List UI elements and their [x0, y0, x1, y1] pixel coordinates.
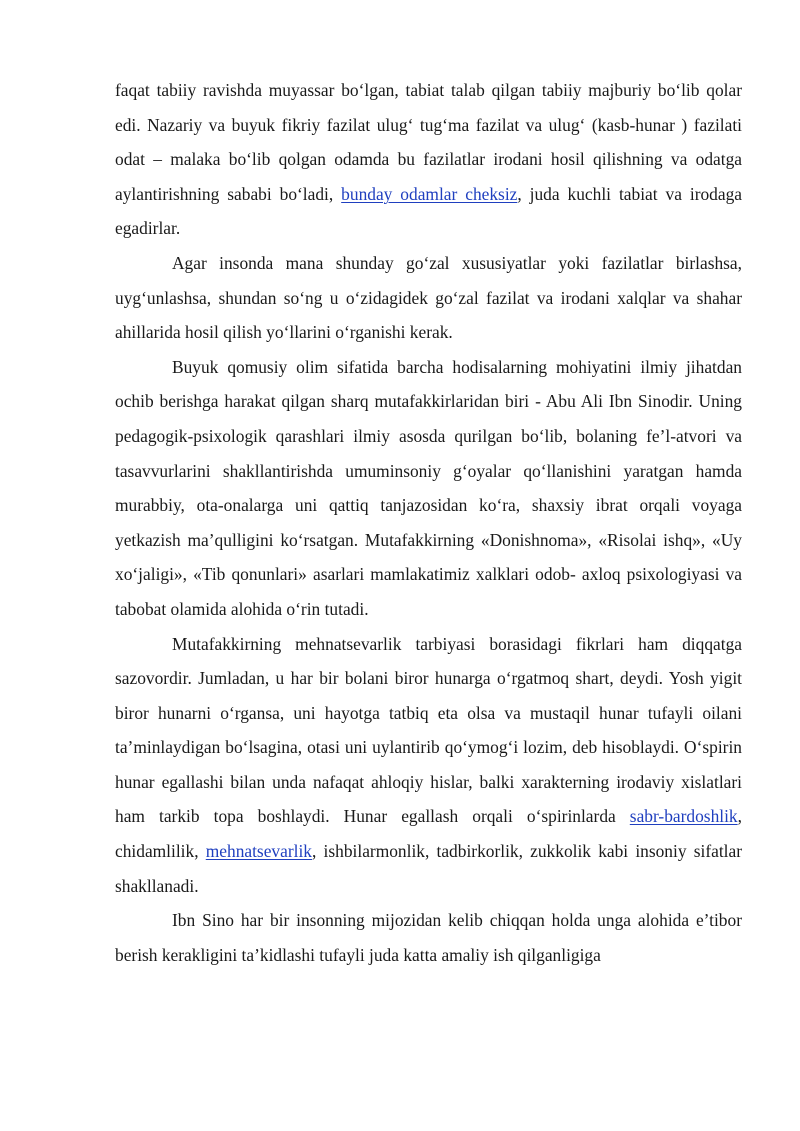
- paragraph-1: [115, 73, 742, 246]
- paragraph-text: , juda kuchli tabiat va irodaga egadirlar.: [115, 183, 743, 239]
- paragraph-text: Mutafakkirning mehnatsevarlik tarbiyasi borasidagi fikrlari ham diqqatga sazovordir. Jumladan, u har bir bolani biror hunarga o‘rgatmoq shart, deydi. Yosh yigit biror hunarni o‘rgansa, uni hayotga tatbiq eta olsa va mustaqil hunar tufayli oilani ta’minlaydigan bo‘lsagina, otasi uni uylantirib qo‘ymog‘i lozim, deb hisoblaydi. O‘spirin hunar egallashi bilan unda nafaqat ahloqiy hislar, balki xarakterning irodaviy xislatlari ham tarkib topa boshlaydi. Hunar egallash orqali o‘spirinlarda: [115, 633, 742, 827]
- document-page: [115, 73, 742, 972]
- link-mehnatsevarlik[interactable]: mehnatsevarlik: [205, 841, 312, 862]
- paragraph-2: [115, 246, 742, 350]
- link-bunday-odamlar-cheksiz[interactable]: bunday odamlar cheksiz: [341, 183, 518, 204]
- paragraph-3: [115, 350, 742, 627]
- paragraph-5: [115, 903, 742, 972]
- paragraph-text: Buyuk qomusiy olim sifatida barcha hodisalarning mohiyatini ilmiy jihatdan ochib berishga harakat qilgan sharq mutafakkirlaridan biri - Abu Ali Ibn Sinodir. Uning pedagogik-psixologik qarashlari ilmiy asosda qurilgan bo‘lib, bolaning fe’l-atvori va tasavvurlarini shakllantirishda umuminsoniy g‘oyalar qo‘llanishini yaratgan hamda murabbiy, ota-onalarga uni qattiq tanjazosidan ko‘ra, shaxsiy ibrat orqali voyaga yetkazish ma’qulligini ko‘rsatgan. Mutafakkirning «Donishnoma», «Risolai ishq», «Uy xo‘jaligi», «Tib qonunlari» asarlari mamlakatimiz xalklari odob- axloq psixologiyasi va tabobat olamida alohida o‘rin tutadi.: [115, 356, 742, 619]
- paragraph-text: faqat tabiiy ravishda muyassar bo‘lgan, tabiat talab qilgan tabiiy majburiy bo‘lib qolar edi. Nazariy va buyuk fikriy fazilat ulug‘ tug‘ma fazilat va ulug‘ (kasb-hunar ) fazilati odat – malaka bo‘lib qolgan odamda bu fazilatlar irodani hosil qilishning va odatga aylantirishning sababi bo‘ladi,: [115, 80, 742, 204]
- paragraph-text: , chidamlilik,: [115, 806, 742, 862]
- paragraph-4: [115, 627, 742, 904]
- paragraph-text: Ibn Sino har bir insonning mijozidan kelib chiqqan holda unga alohida e’tibor berish kerakligini ta’kidlashi tufayli juda katta amaliy ish qilganligiga: [115, 910, 742, 965]
- paragraph-text: Agar insonda mana shunday go‘zal xususiyatlar yoki fazilatlar birlashsa, uyg‘unlashsa, shundan so‘ng u o‘zidagidek go‘zal fazilat va irodani xalqlar va shahar ahillarida hosil qilish yo‘llarini o‘rganishi kerak.: [115, 252, 742, 343]
- link-sabr-bardoshlik[interactable]: sabr-bardoshlik: [629, 806, 738, 827]
- paragraph-text: , ishbilarmonlik, tadbirkorlik, zukkolik kabi insoniy sifatlar shakllanadi.: [115, 841, 743, 896]
